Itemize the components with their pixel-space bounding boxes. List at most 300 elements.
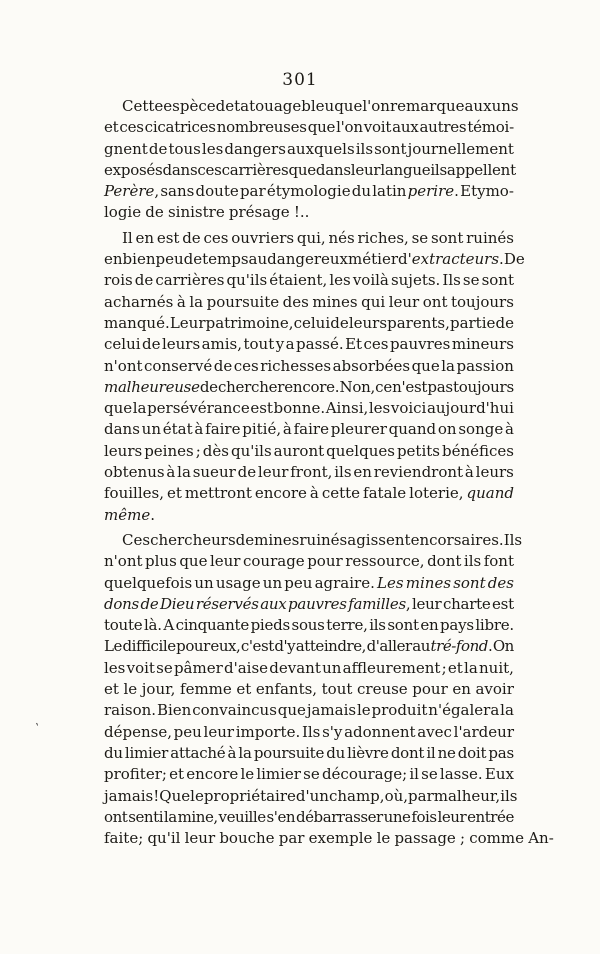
word: en (452, 680, 471, 699)
word: encore (254, 484, 307, 503)
text-line (104, 505, 514, 526)
text-line (104, 181, 514, 202)
word: lasse. (439, 765, 483, 784)
word: celui (293, 313, 331, 332)
word: voilà (352, 271, 389, 290)
word: décourage; (321, 765, 408, 784)
word: et (166, 484, 182, 503)
word: l'on (362, 97, 390, 115)
word: nés (328, 228, 355, 247)
word: Il (122, 228, 133, 247)
text-line (104, 139, 514, 160)
word: leurs (104, 441, 143, 460)
word: encore. (284, 377, 340, 396)
text-line (104, 462, 514, 483)
word: uns (491, 97, 519, 115)
word: dont (427, 552, 462, 571)
word: Bien (156, 701, 192, 720)
word: adonnent (344, 722, 416, 741)
word: au (248, 250, 268, 269)
word: ces (363, 335, 389, 354)
word: ; (460, 829, 466, 848)
word: qu'ils (226, 271, 268, 290)
word: leur (437, 807, 467, 826)
word: atteindre, (295, 637, 367, 656)
word: leur (350, 160, 381, 179)
word: les (329, 271, 351, 290)
word: ces (119, 118, 144, 137)
word: partie (449, 313, 496, 332)
word: la (163, 807, 177, 826)
word: devant (269, 658, 321, 677)
word: !.. (293, 203, 310, 222)
paragraph (104, 530, 554, 849)
word: sont (453, 573, 486, 592)
word: Ces (122, 530, 151, 549)
word: doute (195, 182, 239, 201)
word: mine, (177, 807, 218, 826)
word: logie (104, 203, 142, 222)
word: s'en (266, 807, 296, 826)
word: loterie, (409, 484, 464, 503)
word: sinistre (167, 203, 225, 222)
word: dangereux (267, 250, 349, 269)
word: le (123, 680, 138, 699)
word: ces (197, 160, 222, 179)
word: dans (104, 420, 140, 439)
word: que (277, 701, 306, 720)
word: peu (155, 250, 184, 269)
word: bonne. (273, 399, 326, 418)
word: un (322, 658, 342, 677)
word: Et (345, 335, 363, 354)
word: tous (168, 139, 201, 158)
word: de (142, 335, 161, 354)
word: se (303, 765, 320, 784)
text-line (104, 786, 518, 807)
word: à (227, 743, 237, 762)
word: passage (394, 829, 456, 848)
word: convaincus (192, 701, 277, 720)
word: Ils (442, 271, 461, 290)
word: affleurement (342, 658, 441, 677)
word: bien (122, 250, 156, 269)
text-line (104, 249, 525, 270)
word: nombreuses (216, 118, 307, 137)
word: nuit, (479, 658, 514, 677)
word: cette (321, 484, 361, 503)
word: la (189, 292, 204, 311)
word: poursuite (253, 743, 325, 762)
word: de (199, 377, 218, 396)
word: encore (186, 765, 239, 784)
word: de (330, 313, 349, 332)
text-line (104, 202, 514, 223)
word: leur (257, 463, 289, 482)
word: dans (315, 160, 351, 179)
text-line (104, 722, 514, 743)
text-line (104, 573, 514, 594)
word: de (215, 97, 235, 115)
text-line (104, 228, 514, 249)
word: n'égalera (428, 701, 500, 720)
word: front, (290, 463, 333, 482)
word: veuille (218, 807, 266, 826)
word: d'aise (224, 658, 269, 677)
word: comme (469, 829, 525, 848)
word: réservés (195, 594, 259, 613)
word: est (250, 399, 273, 418)
text-line (104, 117, 514, 138)
word: De (503, 250, 525, 269)
word: c'est (240, 637, 274, 656)
word: pleurer (330, 420, 387, 439)
text-line (104, 551, 514, 572)
word: à (504, 420, 514, 439)
word: à (176, 292, 186, 311)
word: se (156, 658, 173, 677)
word: Etymo- (460, 182, 514, 201)
word: courage (243, 552, 305, 571)
text-line (104, 441, 514, 462)
word: ils (430, 160, 447, 179)
word: A (163, 616, 174, 635)
word: pauvres (288, 594, 347, 613)
word: passé. (296, 335, 344, 354)
word: il (426, 743, 436, 762)
word: Le (104, 637, 122, 656)
word: amis, (201, 335, 243, 354)
word: Cette (122, 97, 164, 115)
word: difficile (122, 637, 176, 656)
word: faite; (104, 829, 144, 848)
word: du (104, 743, 123, 762)
word: pieds (250, 616, 290, 635)
word: fouilles, (104, 484, 164, 503)
word: Non, (339, 377, 376, 396)
word: pour (176, 637, 210, 656)
paragraph (104, 96, 519, 224)
word: dépense, (104, 722, 172, 741)
word: n'ont (104, 552, 143, 571)
word: jamais! (104, 786, 160, 805)
word: les (368, 399, 391, 418)
word: que (411, 356, 440, 375)
word: produit (371, 701, 428, 720)
text-line (104, 679, 514, 700)
word: d'un (295, 786, 329, 805)
word: Ils (301, 722, 321, 741)
word: du (351, 182, 372, 201)
word: mines (405, 573, 452, 592)
word: temps (202, 250, 249, 269)
word: de (213, 356, 233, 375)
word: que (104, 399, 133, 418)
word: sujets. (390, 271, 441, 290)
word: voit (126, 658, 155, 677)
word: font (483, 552, 514, 571)
word: leurs (161, 335, 201, 354)
word: jour, (141, 680, 176, 699)
word: malheur, (433, 786, 501, 805)
word: se (462, 271, 480, 290)
word: dès (202, 441, 229, 460)
word: ils (463, 552, 482, 571)
text-line (104, 743, 514, 764)
word: ils (500, 786, 518, 805)
word: qu'il (147, 829, 181, 848)
word: sont (481, 271, 514, 290)
word: par (408, 786, 434, 805)
text-line (104, 636, 514, 657)
word: peu (284, 573, 313, 592)
word: faire (205, 420, 241, 439)
word: tout (243, 335, 275, 354)
text-line (104, 807, 514, 828)
word: et (447, 658, 463, 677)
text-line (104, 700, 514, 721)
text-line (104, 615, 514, 636)
word: du (326, 743, 346, 762)
word: ressource, (345, 552, 425, 571)
text-line (104, 658, 514, 679)
word: y (275, 335, 285, 354)
word: le (356, 701, 371, 720)
word: des (487, 573, 514, 592)
word: exposés (104, 160, 163, 179)
word: qui (361, 292, 386, 311)
word: Que (159, 786, 191, 805)
word: l'on (336, 118, 363, 137)
word: petits (396, 441, 440, 460)
word: aux (392, 118, 419, 137)
word: toute (104, 616, 143, 635)
margin-mark: ˏ (34, 710, 46, 728)
word: de (237, 463, 257, 482)
word: ces (233, 356, 259, 375)
word: avoir (475, 680, 514, 699)
word: d'aller (366, 637, 412, 656)
word: d'extracteurs. (398, 250, 504, 269)
word: ils (334, 463, 352, 482)
word: se (421, 765, 438, 784)
word: de (235, 530, 255, 549)
word: l'ardeur (453, 722, 514, 741)
word: Les (377, 573, 404, 592)
word: exemple (308, 829, 373, 848)
word: auxquels (286, 139, 355, 158)
word: An- (528, 829, 554, 848)
word: à (309, 484, 319, 503)
word: femme (180, 680, 232, 699)
word: où, (384, 786, 409, 805)
word: aux (464, 97, 492, 115)
word: et (169, 765, 185, 784)
page-number: 301 (282, 70, 318, 90)
text-block (104, 96, 554, 849)
word: chercher (217, 377, 285, 396)
word: persévérance (147, 399, 250, 418)
word: la (132, 399, 147, 418)
word: ce (375, 377, 392, 396)
word: dangers (224, 139, 286, 158)
word: bleu (301, 97, 335, 115)
word: et (236, 680, 252, 699)
word: Leur (169, 313, 206, 332)
word: qui, (296, 228, 326, 247)
word: limier (256, 765, 301, 784)
word: carrières (155, 271, 225, 290)
word: mines (312, 292, 358, 311)
word: le (376, 829, 391, 848)
word: tatouage (234, 97, 302, 115)
text-line (104, 270, 514, 291)
text-line (104, 313, 514, 334)
word: d'y (274, 637, 296, 656)
word: état (162, 420, 193, 439)
word: fatale (363, 484, 407, 503)
word: familles, (348, 594, 411, 613)
word: dans (162, 160, 198, 179)
word: pour (307, 552, 343, 571)
word: que (307, 118, 336, 137)
word: terre, (326, 616, 368, 635)
word: espèce (163, 97, 216, 115)
word: plus (145, 552, 177, 571)
paragraph (104, 228, 525, 526)
word: un (262, 573, 283, 592)
word: ; (195, 441, 201, 460)
word: la (464, 658, 478, 677)
text-line (104, 764, 514, 785)
word: leur (388, 292, 420, 311)
text-line (104, 419, 514, 440)
word: débarrasser (295, 807, 383, 826)
word: les (104, 658, 126, 677)
word: la (441, 356, 455, 375)
text-line (104, 160, 514, 181)
word: On (492, 637, 514, 656)
word: étymologie (266, 182, 351, 201)
word: de (495, 313, 514, 332)
text-line (104, 594, 514, 615)
word: peines (144, 441, 194, 460)
word: doit (457, 743, 487, 762)
word: ils (369, 616, 386, 635)
word: entrée (467, 807, 514, 826)
word: même. (104, 505, 155, 524)
word: faire (293, 420, 329, 439)
word: à (282, 420, 292, 439)
word: ces (203, 228, 229, 247)
word: leur (411, 594, 442, 613)
word: toujours (451, 292, 514, 311)
word: riches, (357, 228, 409, 247)
text-line (104, 356, 514, 377)
word: auront (273, 441, 325, 460)
word: fois (411, 807, 437, 826)
word: cinquante (175, 616, 249, 635)
word: cicatrices (144, 118, 216, 137)
word: par (239, 182, 266, 201)
word: lièvre (347, 743, 389, 762)
word: le (190, 786, 204, 805)
word: des (282, 292, 309, 311)
word: absorbées (332, 356, 411, 375)
word: songe (458, 420, 504, 439)
word: pitié, (242, 420, 282, 439)
word: que (288, 160, 316, 179)
word: ils (355, 139, 374, 158)
word: bouche (219, 829, 275, 848)
word: Ils (503, 530, 523, 549)
word: que (334, 97, 363, 115)
word: la (500, 701, 514, 720)
word: aux (260, 594, 287, 613)
word: perire. (407, 182, 459, 201)
word: ont (104, 807, 128, 826)
word: autres (419, 118, 467, 137)
word: à (194, 420, 204, 439)
word: témoi- (467, 118, 514, 137)
word: manqué. (104, 313, 170, 332)
word: remarque (389, 97, 465, 115)
word: en (104, 250, 123, 269)
word: carrières (221, 160, 289, 179)
word: conservé (144, 356, 213, 375)
word: Perère, (104, 182, 160, 201)
word: propriétaire (203, 786, 296, 805)
word: jamais (306, 701, 357, 720)
word: patrimoine, (205, 313, 294, 332)
word: senti (128, 807, 164, 826)
word: et (104, 680, 119, 699)
text-line (104, 334, 514, 355)
word: ; (441, 658, 447, 677)
word: un (141, 420, 161, 439)
word: là. (143, 616, 162, 635)
word: latin (372, 182, 407, 201)
word: il (409, 765, 419, 784)
word: sont (387, 616, 419, 635)
text-line (104, 377, 514, 398)
word: toujours (452, 377, 514, 396)
word: en (420, 616, 439, 635)
word: appellent (446, 160, 516, 179)
word: qu'ils (230, 441, 272, 460)
word: quelques (326, 441, 395, 460)
word: par (278, 829, 305, 848)
word: profiter; (104, 765, 167, 784)
word: ouvriers (231, 228, 295, 247)
word: n'ont (104, 356, 143, 375)
word: attaché (170, 743, 226, 762)
word: n'est (392, 377, 428, 396)
word: obtenus (104, 463, 165, 482)
word: tout (321, 680, 353, 699)
word: pays (440, 616, 474, 635)
word: à (166, 463, 176, 482)
word: on (437, 420, 457, 439)
word: quelquefois (104, 573, 193, 592)
word: ont (422, 292, 448, 311)
word: chercheurs (150, 530, 236, 549)
word: sans (160, 182, 195, 201)
word: voit (363, 118, 392, 137)
word: dons (104, 594, 139, 613)
word: une (383, 807, 411, 826)
word: de (145, 203, 164, 222)
